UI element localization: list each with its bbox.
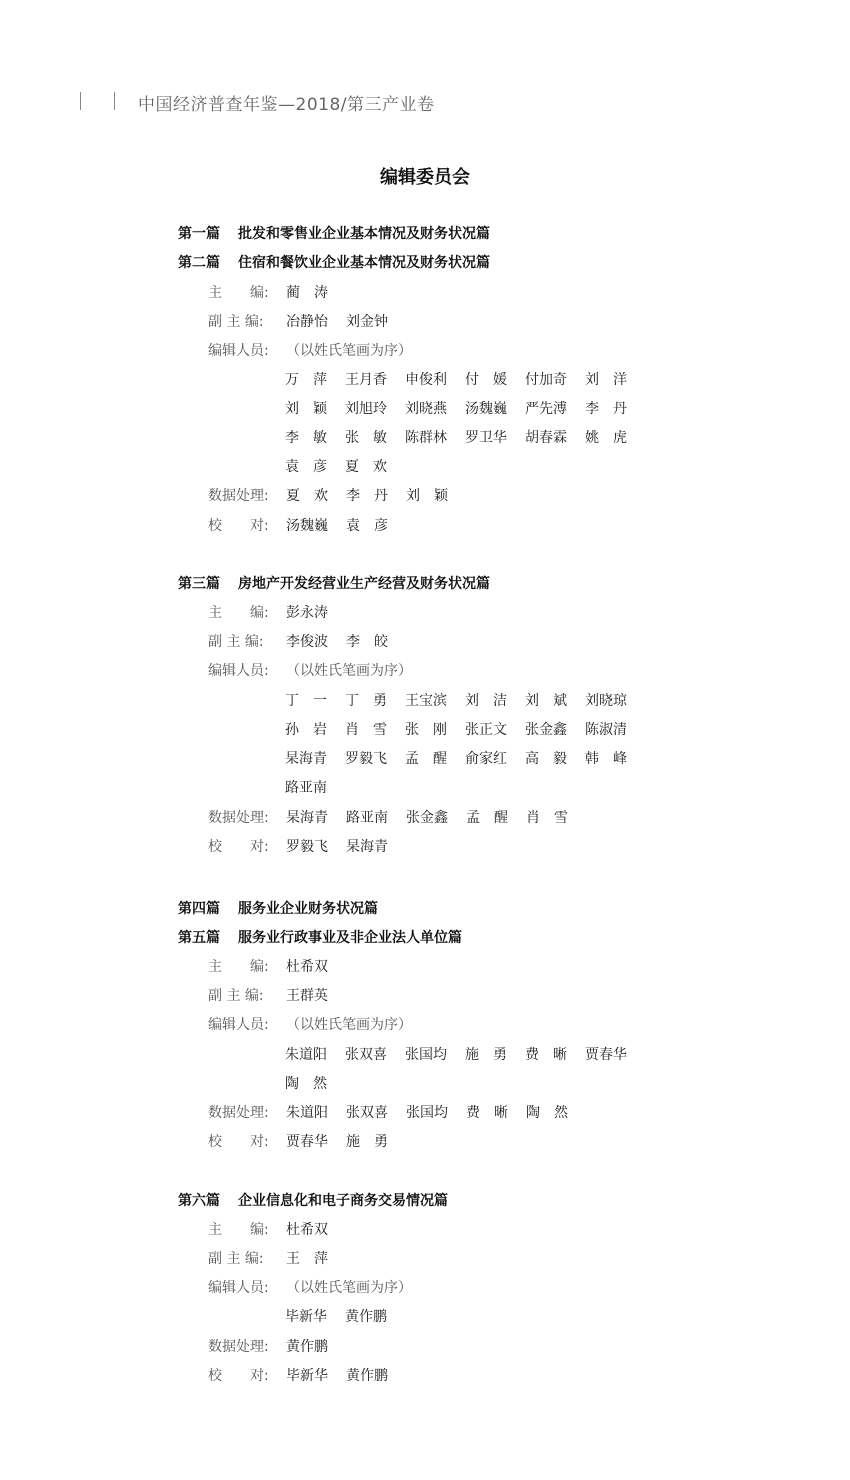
person-name: 费 晰 [466, 1105, 508, 1121]
person-name: 朱道阳 [286, 1105, 328, 1121]
person-name: 夏 欢 [345, 459, 387, 475]
person-name: 施 勇 [346, 1134, 388, 1150]
editor-names-row [285, 1045, 645, 1065]
person-name: 付 媛 [465, 372, 507, 388]
person-name: 李 丹 [585, 401, 627, 417]
role-label: 副 主 编: [208, 634, 264, 650]
role-label: 主 编: [208, 285, 269, 301]
deputy-editor-row [208, 1249, 346, 1269]
editors-row [208, 1015, 412, 1035]
section-title: 批发和零售业企业基本情况及财务状况篇 [238, 226, 490, 242]
section-title: 服务业企业财务状况篇 [238, 901, 378, 917]
person-name: 李 皎 [346, 634, 388, 650]
role-label: 编辑人员: [208, 343, 269, 359]
data-processing-row [208, 808, 586, 828]
person-name: 刘金钟 [346, 314, 388, 330]
person-name: 肖 雪 [526, 810, 568, 826]
person-name: 张 敏 [345, 430, 387, 446]
person-name: 刘 颖 [285, 401, 327, 417]
editor-names-row [285, 691, 645, 711]
person-name: 蔺 涛 [286, 285, 328, 301]
person-name: 李 敏 [285, 430, 327, 446]
person-name: 黄作鹏 [286, 1339, 328, 1355]
person-name: 冶静怡 [286, 314, 328, 330]
person-name: 黄作鹏 [346, 1368, 388, 1384]
header-rule-right [114, 92, 115, 110]
deputy-editor-row [208, 986, 346, 1006]
role-label: 主 编: [208, 1222, 269, 1238]
role-label: 副 主 编: [208, 988, 264, 1004]
person-name: 张双喜 [346, 1105, 388, 1121]
section-heading-3 [178, 574, 490, 594]
ordering-note: （以姓氏笔画为序） [286, 1280, 412, 1296]
person-name: 杲海青 [286, 810, 328, 826]
person-name: 李俊波 [286, 634, 328, 650]
role-label: 数据处理: [208, 1339, 269, 1355]
person-name: 路亚南 [285, 780, 327, 796]
section-title: 房地产开发经营业生产经营及财务状况篇 [238, 576, 490, 592]
person-name: 严先溥 [525, 401, 567, 417]
person-name: 肖 雪 [345, 722, 387, 738]
person-name: 申俊利 [405, 372, 447, 388]
person-name: 孟 醒 [405, 751, 447, 767]
section-heading-2 [178, 253, 490, 273]
person-name: 刘旭玲 [345, 401, 387, 417]
section-heading-1 [178, 224, 490, 244]
editor-names-row [285, 399, 645, 419]
person-name: 俞家红 [465, 751, 507, 767]
editor-names-row [285, 457, 405, 477]
editor-names-row [285, 1307, 405, 1327]
editors-row [208, 661, 412, 681]
person-name: 罗卫华 [465, 430, 507, 446]
person-name: 杲海青 [346, 839, 388, 855]
person-name: 陈群林 [405, 430, 447, 446]
person-name: 孙 岩 [285, 722, 327, 738]
proofreading-row [208, 837, 406, 857]
person-name: 袁 彦 [346, 518, 388, 534]
ordering-note: （以姓氏笔画为序） [286, 343, 412, 359]
person-name: 姚 虎 [585, 430, 627, 446]
person-name: 韩 峰 [585, 751, 627, 767]
person-name: 杜希双 [286, 959, 328, 975]
person-name: 施 勇 [465, 1047, 507, 1063]
person-name: 刘晓琼 [585, 693, 627, 709]
person-name: 杜希双 [286, 1222, 328, 1238]
person-name: 陶 然 [526, 1105, 568, 1121]
editor-names-row [285, 720, 645, 740]
chief-editor-row [208, 1220, 346, 1240]
person-name: 毕新华 [285, 1309, 327, 1325]
section-number: 第五篇 [178, 930, 220, 946]
person-name: 王 萍 [286, 1251, 328, 1267]
section-number: 第四篇 [178, 901, 220, 917]
person-name: 胡春霖 [525, 430, 567, 446]
ordering-note: （以姓氏笔画为序） [286, 663, 412, 679]
person-name: 毕新华 [286, 1368, 328, 1384]
role-label: 校 对: [208, 1134, 269, 1150]
chief-editor-row [208, 957, 346, 977]
role-label: 数据处理: [208, 810, 269, 826]
running-header-title: 中国经济普查年鉴—2018/第三产业卷 [138, 95, 435, 115]
person-name: 王群英 [286, 988, 328, 1004]
role-label: 校 对: [208, 518, 269, 534]
data-processing-row [208, 1103, 586, 1123]
person-name: 高 毅 [525, 751, 567, 767]
section-title: 住宿和餐饮业企业基本情况及财务状况篇 [238, 255, 490, 271]
person-name: 付加奇 [525, 372, 567, 388]
role-label: 编辑人员: [208, 1280, 269, 1296]
role-label: 编辑人员: [208, 1017, 269, 1033]
editors-row [208, 1278, 412, 1298]
person-name: 刘 洁 [465, 693, 507, 709]
person-name: 张双喜 [345, 1047, 387, 1063]
person-name: 陈淑清 [585, 722, 627, 738]
section-number: 第六篇 [178, 1193, 220, 1209]
person-name: 张国均 [406, 1105, 448, 1121]
role-label: 副 主 编: [208, 314, 264, 330]
person-name: 杲海青 [285, 751, 327, 767]
section-heading-6 [178, 1191, 448, 1211]
section-heading-4 [178, 899, 378, 919]
data-processing-row [208, 486, 466, 506]
section-number: 第一篇 [178, 226, 220, 242]
deputy-editor-row [208, 312, 406, 332]
data-processing-row [208, 1337, 346, 1357]
person-name: 黄作鹏 [345, 1309, 387, 1325]
person-name: 孟 醒 [466, 810, 508, 826]
editor-names-row [285, 749, 645, 769]
role-label: 数据处理: [208, 488, 269, 504]
person-name: 丁 勇 [345, 693, 387, 709]
proofreading-row [208, 1132, 406, 1152]
role-label: 主 编: [208, 605, 269, 621]
person-name: 张国均 [405, 1047, 447, 1063]
role-label: 主 编: [208, 959, 269, 975]
person-name: 张正文 [465, 722, 507, 738]
person-name: 罗毅飞 [345, 751, 387, 767]
section-number: 第二篇 [178, 255, 220, 271]
person-name: 刘 洋 [585, 372, 627, 388]
person-name: 罗毅飞 [286, 839, 328, 855]
section-heading-5 [178, 928, 462, 948]
role-label: 数据处理: [208, 1105, 269, 1121]
editor-names-row [285, 370, 645, 390]
person-name: 万 萍 [285, 372, 327, 388]
person-name: 张 刚 [405, 722, 447, 738]
person-name: 张金鑫 [406, 810, 448, 826]
person-name: 贾春华 [286, 1134, 328, 1150]
person-name: 刘 斌 [525, 693, 567, 709]
section-title: 企业信息化和电子商务交易情况篇 [238, 1193, 448, 1209]
person-name: 袁 彦 [285, 459, 327, 475]
person-name: 彭永涛 [286, 605, 328, 621]
editor-names-row [285, 428, 645, 448]
role-label: 编辑人员: [208, 663, 269, 679]
person-name: 陶 然 [285, 1076, 327, 1092]
person-name: 汤魏巍 [465, 401, 507, 417]
chief-editor-row [208, 603, 346, 623]
editors-row [208, 341, 412, 361]
proofreading-row [208, 1366, 406, 1386]
ordering-note: （以姓氏笔画为序） [286, 1017, 412, 1033]
section-title: 服务业行政事业及非企业法人单位篇 [238, 930, 462, 946]
person-name: 王宝滨 [405, 693, 447, 709]
role-label: 副 主 编: [208, 1251, 264, 1267]
person-name: 王月香 [345, 372, 387, 388]
role-label: 校 对: [208, 1368, 269, 1384]
editor-names-row [285, 778, 345, 798]
role-label: 校 对: [208, 839, 269, 855]
proofreading-row [208, 516, 406, 536]
deputy-editor-row [208, 632, 406, 652]
editor-names-row [285, 1074, 345, 1094]
chief-editor-row [208, 283, 346, 303]
header-rule-left [80, 92, 81, 110]
person-name: 李 丹 [346, 488, 388, 504]
person-name: 张金鑫 [525, 722, 567, 738]
person-name: 刘晓燕 [405, 401, 447, 417]
person-name: 夏 欢 [286, 488, 328, 504]
person-name: 丁 一 [285, 693, 327, 709]
page-title: 编辑委员会 [380, 167, 470, 188]
person-name: 费 晰 [525, 1047, 567, 1063]
section-number: 第三篇 [178, 576, 220, 592]
person-name: 路亚南 [346, 810, 388, 826]
person-name: 朱道阳 [285, 1047, 327, 1063]
person-name: 汤魏巍 [286, 518, 328, 534]
person-name: 刘 颖 [406, 488, 448, 504]
person-name: 贾春华 [585, 1047, 627, 1063]
